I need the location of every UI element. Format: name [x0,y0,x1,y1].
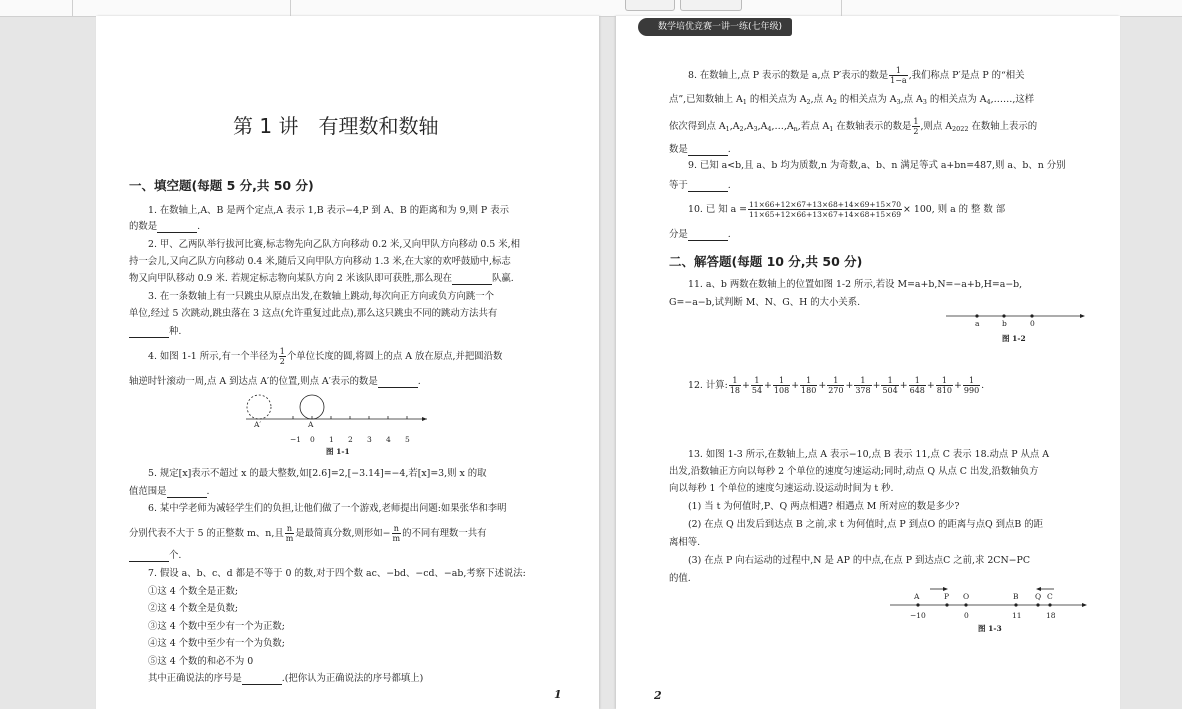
page-number: 1 [554,688,562,701]
question-13-subquestion: (2) 在点 Q 出发后到达点 B 之前,求 t 为何值时,点 P 到点O 的距离与点Q 到点B 的距 [688,519,1044,530]
question-10-line: 分是 . [669,229,731,240]
question-6-line: 个. [129,549,181,562]
tick-label: 4 [386,435,391,444]
toolbar-separator [841,0,842,16]
question-1-line: 1. 在数轴上,A、B 是两个定点,A 表示 1,B 表示−4,P 到 A、B 的距离和为 9,则 P 表示 [148,205,509,216]
question-13-line: 出发,沿数轴正方向以每秒 2 个单位的速度匀速运动;同时,动点 Q 从点 C 出发,沿数轴负方 [669,466,1039,477]
tick-label: 1 [329,435,334,444]
question-13-subquestion: (1) 当 t 为何值时,P、Q 两点相遇? 相遇点 M 所对应的数是多少? [688,501,960,512]
question-3-line: 3. 在一条数轴上有一只跳虫从原点出发,在数轴上跳动,每次向正方向或负方向跳一个 [148,291,495,302]
fraction: $\frac{1}{54}$ [751,376,763,395]
fraction: $\frac{1}{990}$ [963,376,980,395]
question-3-line: 单位,经过 5 次跳动,跳虫落在 3 这点(允许重复过此点),那么这只跳虫不同的跳动方法共有 [129,308,498,319]
question-13-line: 离相等. [669,537,701,548]
point-label-p: P [944,592,950,601]
toolbar-separator [290,0,291,16]
point-label-b: B [1013,592,1019,601]
fraction: $\frac{1}{180}$ [801,376,817,395]
fraction: $\frac{1}{648}$ [909,376,925,395]
question-6-line: 6. 某中学老师为减轻学生们的负担,让他们做了一个游戏,老师提出问题:如果张华和李明 [148,503,507,514]
zoom-select[interactable] [680,0,742,11]
point-label-a: A [308,420,314,429]
question-13-line: 向以每秒 1 个单位的速度匀速运动.设运动时间为 t 秒. [669,483,894,494]
document-page-2 [616,16,1120,709]
question-7-option: ①这 4 个数全是正数; [148,586,239,597]
value-label: 11 [1012,611,1022,620]
page-title: 第 1 讲 有理数和数轴 [233,114,439,138]
question-8-line: 依次得到点 $A_1,A_2,A_3,A_4,\dots,A_n$,若点 $A_1$ 在数轴表示的数是 $\frac{1}{2}$ ,则点 $A_{2022}$ 在数轴上表示的 [669,117,1038,136]
question-2-line: 2. 甲、乙两队举行拔河比赛,标志物先向乙队方向移动 0.2 米,又向甲队方向移动 0.5 米,相 [148,239,520,250]
toolbar-separator [72,0,73,16]
section-heading-fill-blank: 一、填空题(每题 5 分,共 50 分) [129,178,314,193]
question-7-option: ②这 4 个数全是负数; [148,603,239,614]
question-3-line: 种. [129,325,181,338]
fraction: $\frac{n}{m}$ [285,524,294,543]
viewer-toolbar [0,0,1182,17]
question-10-line: 10. 已 知 a = $\frac{11\times 66+12\times 67+13\times 68+14\times 69+15\times 70}{11\times 65+12\times 66+13\times 67+14\times 68+15\times 69}$ × 100, 则 a 的 整 数 部 [688,200,1006,219]
question-9-line: 9. 已知 a<b,且 a、b 均为质数,n 为奇数,a、b、n 满足等式 a+bn=487,则 a、b、n 分别 [688,160,1066,171]
question-12-line: 12. 计算: $\frac{1}{18}$ + $\frac{1}{54}$ + $\frac{1}{108}$ + $\frac{1}{180}$ + $\frac{1}{270}$ + $\frac{1}{378}$ + $\frac{1}{504}$ + $\frac{1}{648}$ + $\frac{1}{810}$ + $\frac{1}{990}$ . [688,376,985,395]
question-1-line: 的数是 . [129,221,201,232]
tick-label: −1 [290,435,302,444]
value-label: −10 [910,611,926,620]
point-label-c: C [1047,592,1053,601]
point-label-o: O [963,592,970,601]
question-5-line: 值范围是 . [129,486,210,497]
value-label: 18 [1046,611,1056,620]
fraction: $\frac{1}{810}$ [936,376,953,395]
question-6-line: 分别代表不大于 5 的正整数 m、n,且 $\frac{n}{m}$ 是最简真分数,则形如− $\frac{n}{m}$ 的不同有理数一共有 [129,524,487,543]
fraction: $\frac{1}{1-a}$ [890,66,907,85]
figure-caption: 图 1-3 [978,624,1002,633]
fraction: $\frac{1}{18}$ [729,376,740,395]
question-7-line: 其中正确说法的序号是 .(把你认为正确说法的序号都填上) [148,673,424,684]
tick-label: 3 [367,435,372,444]
figure-1-2-number-line [944,309,1089,325]
question-2-line: 持一会儿,又向乙队方向移动 0.4 米,随后又向甲队方向移动 1.3 米,在大家的欢呼鼓励中,标志 [129,256,511,267]
question-7-option: ⑤这 4 个数的和必不为 0 [148,656,254,667]
section-heading-solve: 二、解答题(每题 10 分,共 50 分) [669,254,863,269]
fraction: $\frac{1}{2}$ [913,117,919,136]
question-7-option: ④这 4 个数中至少有一个为负数; [148,638,285,649]
point-label-q: Q [1035,592,1042,601]
tick-label: 2 [348,435,353,444]
question-4-line: 4. 如图 1-1 所示,有一个半径为 $\frac{1}{2}$ 个单位长度的圆,将圆上的点 A 放在原点,并把圆沿数 [148,347,503,366]
question-4-line: 轴逆时针滚动一周,点 A 到达点 A′的位置,则点 A′表示的数是 . [129,376,421,387]
page-number: 2 [654,689,662,702]
question-8-line: 点”,已知数轴上 $A_1$ 的相关点为 $A_2$,点 $A_2$ 的相关点为 $A_3$,点 $A_3$ 的相关点为 $A_4,\dots\dots$,这样 [669,94,1035,106]
value-label: 0 [964,611,969,620]
figure-caption: 图 1-1 [326,447,350,456]
question-7-option: ③这 4 个数中至少有一个为正数; [148,621,285,632]
question-13-line: 的值. [669,573,691,584]
point-label-zero: 0 [1030,319,1035,328]
point-label-a: A [914,592,920,601]
fraction: $\frac{1}{504}$ [882,376,898,395]
question-13-line: 13. 如图 1-3 所示,在数轴上,点 A 表示−10,点 B 表示 11,点 C 表示 18.动点 P 从点 A [688,449,1050,460]
fraction: $\frac{1}{378}$ [855,376,871,395]
page-number-field[interactable] [625,0,675,11]
figure-1-1-number-line [241,391,431,441]
question-5-line: 5. 规定[x]表示不超过 x 的最大整数,如[2.6]=2,[−3.14]=−4,若[x]=3,则 x 的取 [148,468,487,479]
document-page-1 [96,16,599,709]
book-banner: 数学培优竞赛一讲一练(七年级) [638,18,792,36]
fraction: $\frac{1}{108}$ [773,376,790,395]
fraction: $\frac{1}{2}$ [279,347,285,366]
question-8-line: 数是 . [669,144,731,155]
point-label-a-prime: A′ [254,420,262,429]
question-11-line: 11. a、b 两数在数轴上的位置如图 1-2 所示,若设 M=a+b,N=−a+b,H=a−b, [688,279,1023,290]
question-2-line: 物又向甲队移动 0.9 米. 若规定标志物向某队方向 2 米该队即可获胜,那么现在 队赢. [129,273,514,284]
tick-label: 0 [310,435,315,444]
question-7-line: 7. 假设 a、b、c、d 都是不等于 0 的数,对于四个数 ac、−bd、−cd、−ab,考察下述说法: [148,568,526,579]
figure-caption: 图 1-2 [1002,334,1026,343]
fraction: $\frac{1}{270}$ [828,376,844,395]
point-label-a: a [975,319,980,328]
question-13-subquestion: (3) 在点 P 向右运动的过程中,N 是 AP 的中点,在点 P 到达点C 之前,求 2CN−PC [688,555,1031,566]
point-label-b: b [1002,319,1007,328]
fraction: $\frac{11\times 66+12\times 67+13\times 68+14\times 69+15\times 70}{11\times 65+12\times 66+13\times 67+14\times 68+15\times 69}$ [749,200,902,219]
question-8-line: 8. 在数轴上,点 P 表示的数是 a,点 P′表示的数是 $\frac{1}{1-a}$ ,我们称点 P′是点 P 的“相关 [688,66,1025,85]
question-9-line: 等于 . [669,180,731,191]
fraction: $\frac{n}{m}$ [392,524,401,543]
tick-label: 5 [405,435,410,444]
question-11-line: G=−a−b,试判断 M、N、G、H 的大小关系. [669,297,861,308]
